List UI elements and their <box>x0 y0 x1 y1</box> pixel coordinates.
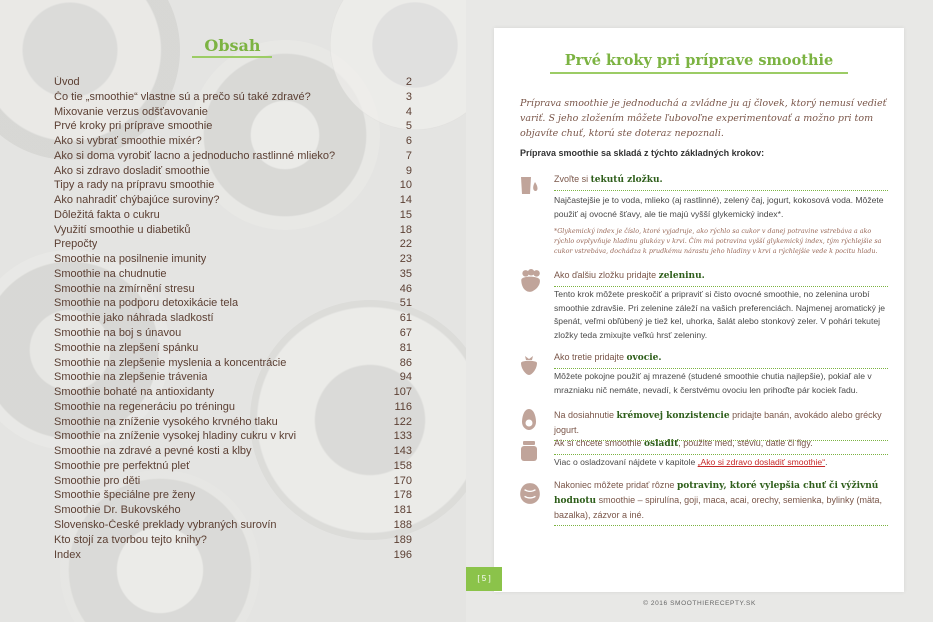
toc-entry[interactable] <box>54 357 412 372</box>
toc-entry[interactable] <box>54 342 412 357</box>
toc-entry-label: Smoothie jako náhrada sladkostí <box>54 312 214 325</box>
toc-entry[interactable] <box>54 91 412 106</box>
toc-entry-page: 181 <box>393 504 412 517</box>
toc-entry-page: 107 <box>393 386 412 399</box>
toc-entry-page: 7 <box>405 149 412 162</box>
toc-entry[interactable] <box>54 386 412 401</box>
intro-paragraph: Príprava smoothie je jednoduchá a zvládne ju aj človek, ktorý nemusí vedieť variť. S jeho zložením môžete ľubovoľne experimentovať a možno pri tom objavíte chuť, ktorú ste doteraz nepoznali. <box>520 98 887 139</box>
toc-entry[interactable] <box>54 165 412 180</box>
toc-entry-label: Ako nahradiť chýbajúce suroviny? <box>54 194 220 207</box>
toc-entry[interactable] <box>54 430 412 445</box>
toc-entry[interactable] <box>54 120 412 135</box>
toc-entry-page: 9 <box>405 164 412 177</box>
toc-entry-page: 81 <box>399 341 412 354</box>
step-head: Ako tretie pridajte ovocie. <box>554 350 888 369</box>
toc-entry-page: 10 <box>399 179 412 192</box>
toc-entry-label: Smoothie na posilnenie imunity <box>54 253 207 266</box>
toc-entry[interactable] <box>54 504 412 519</box>
toc-entry-label: Smoothie na regeneráciu po tréningu <box>54 400 236 413</box>
glycemic-note: *Glykemický index je číslo, ktoré vyjadruje, ako rýchlo sa cukor v danej potravine vstrebáva a ako rýchlo ovplyvňuje hladinu glukózy v krvi. Čím má potravina vyšší glykemický index, tým rýchlejšie sa cukor vstrebáva, dochádza k prudkému nárastu jeho hladiny v krvi a rýchlejšie vede k pocitu hladu. <box>554 227 882 255</box>
toc-entry-label: Smoothie pro děti <box>54 474 141 487</box>
toc-list <box>54 76 412 563</box>
toc-entry-label: Úvod <box>54 76 80 88</box>
page-number-badge: [ 5 ] <box>466 567 502 591</box>
page-title: Prvé kroky pri príprave smoothie <box>564 52 834 69</box>
toc-entry-page: 46 <box>399 282 412 295</box>
toc-entry-label: Smoothie na zdravé a pevné kosti a kĺby <box>54 445 252 458</box>
toc-page <box>0 0 466 622</box>
toc-entry-page: 188 <box>393 518 412 531</box>
toc-entry-page: 6 <box>405 135 412 148</box>
toc-entry-page: 35 <box>399 267 412 280</box>
toc-entry[interactable] <box>54 475 412 490</box>
toc-entry-label: Tipy a rady na prípravu smoothie <box>54 179 215 192</box>
toc-entry[interactable] <box>54 238 412 253</box>
toc-entry[interactable] <box>54 549 412 564</box>
strawberry-icon <box>518 352 540 378</box>
toc-entry-page: 3 <box>405 90 412 103</box>
toc-entry-label: Smoothie na zlepšenie trávenia <box>54 371 208 384</box>
toc-entry-label: Smoothie pre perfektnú pleť <box>54 459 191 472</box>
toc-entry[interactable] <box>54 297 412 312</box>
toc-entry-page: 170 <box>393 474 412 487</box>
step-body: Najčastejšie je to voda, mlieko (aj rastlinné), zelený čaj, jogurt, kokosová voda. Môžete použiť aj ovocné šťavy, ale tie majú vyšší glykemický index*. <box>554 195 884 219</box>
nut-icon <box>518 480 542 506</box>
content-page <box>494 28 904 592</box>
step-head: Zvoľte si tekutú zložku. <box>554 172 888 191</box>
toc-entry-label: Ako si doma vyrobiť lacno a jednoducho rastlinné mlieko? <box>54 149 336 162</box>
toc-entry-page: 189 <box>393 533 412 546</box>
toc-entry-label: Dôležitá fakta o cukru <box>54 208 160 221</box>
toc-entry-page: 178 <box>393 489 412 502</box>
step-head: Ako ďalšiu zložku pridajte zeleninu. <box>554 268 888 287</box>
toc-entry-label: Index <box>54 548 81 561</box>
toc-entry-label: Prepočty <box>54 238 98 251</box>
toc-entry[interactable] <box>54 416 412 431</box>
title-underline <box>550 72 848 74</box>
vegetable-icon <box>518 266 542 296</box>
toc-entry[interactable] <box>54 371 412 386</box>
step-body: Viac o osladzovaní nájdete v kapitole „Ako si zdravo dosladiť smoothie“. <box>554 457 828 467</box>
toc-entry-label: Smoothie na podporu detoxikácie tela <box>54 297 239 310</box>
toc-entry-page: 133 <box>393 430 412 443</box>
toc-entry-page: 94 <box>399 371 412 384</box>
toc-entry-label: Ako si zdravo dosladiť smoothie <box>54 164 210 177</box>
toc-entry-label: Smoothie na zníženie vysokej hladiny cukru v krvi <box>54 430 297 443</box>
steps-heading: Príprava smoothie sa skladá z týchto základných krokov: <box>520 148 765 158</box>
toc-entry-label: Smoothie na chudnutie <box>54 267 167 280</box>
toc-entry-page: 86 <box>399 356 412 369</box>
toc-entry[interactable] <box>54 224 412 239</box>
toc-entry-page: 5 <box>405 120 412 133</box>
toc-entry-label: Smoothie Dr. Bukovského <box>54 504 181 517</box>
toc-entry[interactable] <box>54 445 412 460</box>
step-head: Nakoniec môžete pridať rôzne potraviny, ktoré vylepšia chuť či výživnú hodnotu smoothie – spirulína, goji, maca, acai, orechy, semienka, bylinky (mäta, bazalka), zázvor a iné. <box>554 478 888 526</box>
toc-entry[interactable] <box>54 76 412 91</box>
step-head: Ak si chcete smoothie osladiť, použite med, stéviu, datle či figy. <box>554 436 888 455</box>
toc-entry-page: 18 <box>399 223 412 236</box>
toc-entry[interactable] <box>54 283 412 298</box>
footer-copyright: © 2016 SMOOTHIERECEPTY.SK <box>643 600 756 607</box>
toc-entry-page: 61 <box>399 312 412 325</box>
toc-entry[interactable] <box>54 150 412 165</box>
toc-entry[interactable] <box>54 209 412 224</box>
toc-entry-page: 4 <box>405 105 412 118</box>
toc-entry-page: 196 <box>393 548 412 561</box>
toc-title: Obsah <box>204 36 261 55</box>
avocado-icon <box>518 406 540 432</box>
glass-icon <box>518 174 540 196</box>
toc-entry-label: Využití smoothie u diabetiků <box>54 223 191 236</box>
step-head: Na dosiahnutie krémovej konzistencie pridajte banán, avokádo alebo grécky jogurt. <box>554 408 888 441</box>
toc-entry-label: Kto stojí za tvorbou tejto knihy? <box>54 533 207 546</box>
toc-entry-page: 158 <box>393 459 412 472</box>
toc-entry-label: Smoothie bohaté na antioxidanty <box>54 386 215 399</box>
step-body: Môžete pokojne použiť aj mrazené (studené smoothie chutia najlepšie), pokiaľ ale v mrazniaku nič nemáte, nevadí, k čerstvému ovociu len prihoďte pár kociek ľadu. <box>554 371 872 395</box>
toc-entry[interactable] <box>54 460 412 475</box>
toc-entry-page: 116 <box>394 400 412 413</box>
toc-entry-page: 14 <box>399 194 412 207</box>
toc-entry[interactable] <box>54 179 412 194</box>
toc-entry-label: Smoothie špeciálne pre ženy <box>54 489 196 502</box>
toc-entry-label: Mixovanie verzus odšťavovanie <box>54 105 208 118</box>
toc-entry-label: Čo tie „smoothie“ vlastne sú a prečo sú také zdravé? <box>54 90 311 103</box>
toc-entry-label: Smoothie na zlepšenie myslenia a koncentrácie <box>54 356 287 369</box>
honey-jar-icon <box>518 438 540 464</box>
toc-entry-label: Smoothie na zlepšení spánku <box>54 341 199 354</box>
toc-entry[interactable] <box>54 534 412 549</box>
toc-entry-label: Smoothie na zmírnění stresu <box>54 282 195 295</box>
toc-entry[interactable] <box>54 489 412 504</box>
toc-entry-label: Smoothie na boj s únavou <box>54 327 182 340</box>
toc-entry-page: 143 <box>393 445 412 458</box>
toc-entry[interactable] <box>54 519 412 534</box>
toc-entry-page: 22 <box>399 238 412 251</box>
chapter-link[interactable]: „Ako si zdravo dosladiť smoothie“ <box>697 457 826 467</box>
toc-entry[interactable] <box>54 312 412 327</box>
toc-entry[interactable] <box>54 135 412 150</box>
toc-entry[interactable] <box>54 401 412 416</box>
step-body: Tento krok môžete preskočiť a pripraviť si čisto ovocné smoothie, no zelenina urobí smoothie zdravšie. Pri zelenine záleží na vašich preferenciách. Najmenej aromatický je špenát, veľmi obľúbený je tiež kel, uhorka, šalát alebo stonkový zeler. V pohári tekutej zložky teda zmixujte veľkú hrsť zeleniny. <box>554 289 886 340</box>
toc-entry[interactable] <box>54 268 412 283</box>
toc-entry-label: Ako si vybrať smoothie mixér? <box>54 135 202 148</box>
toc-entry-page: 122 <box>393 415 412 428</box>
toc-entry-label: Slovensko-České preklady vybraných surovín <box>54 518 277 531</box>
toc-entry[interactable] <box>54 194 412 209</box>
toc-entry[interactable] <box>54 106 412 121</box>
title-underline <box>192 56 272 58</box>
toc-entry[interactable] <box>54 327 412 342</box>
toc-entry-page: 15 <box>399 208 412 221</box>
toc-entry-page: 2 <box>405 76 412 88</box>
toc-entry-label: Prvé kroky pri príprave smoothie <box>54 120 213 133</box>
toc-entry-page: 23 <box>399 253 412 266</box>
toc-entry-label: Smoothie na zníženie vysokého krvného tlaku <box>54 415 278 428</box>
toc-entry-page: 51 <box>399 297 412 310</box>
toc-entry-page: 67 <box>399 327 412 340</box>
toc-entry[interactable] <box>54 253 412 268</box>
